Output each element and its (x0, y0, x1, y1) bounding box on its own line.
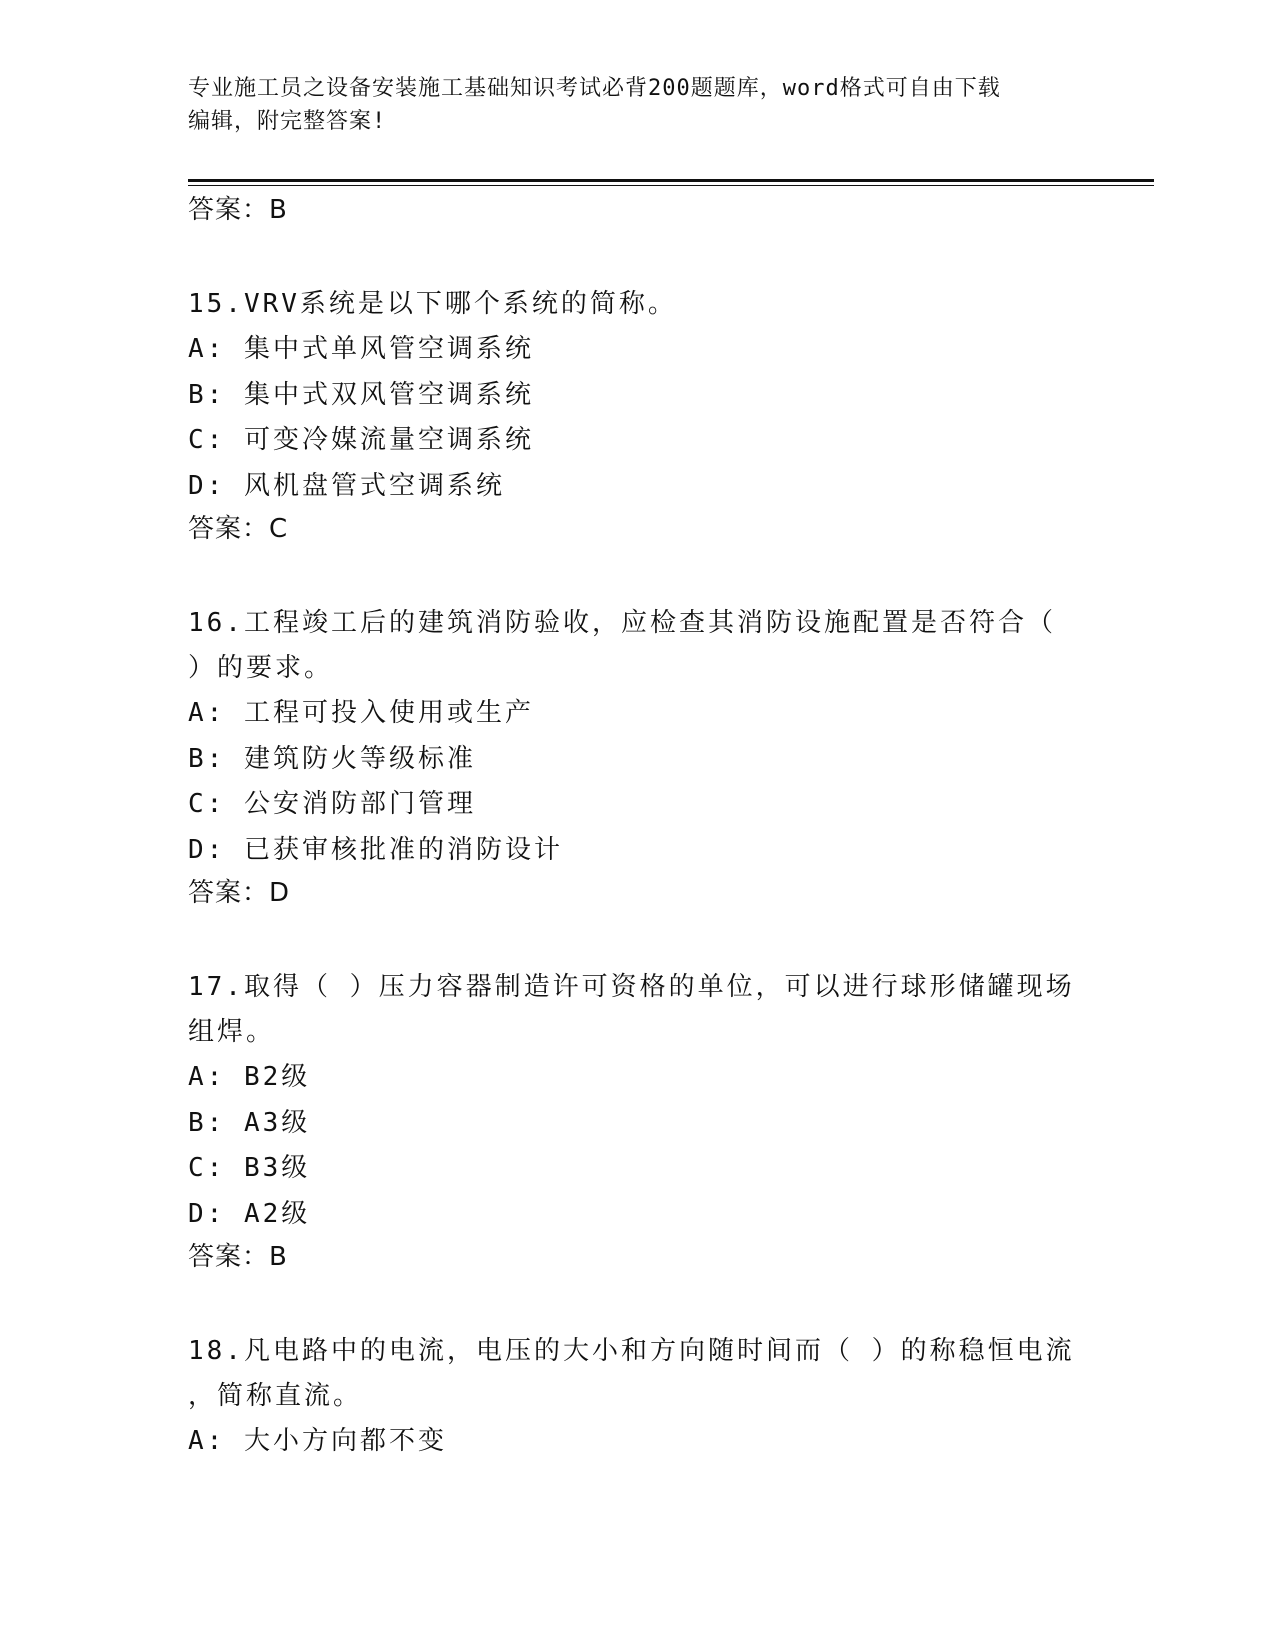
question-18 (188, 1329, 1088, 1465)
question-stem: 17.取得（ ）压力容器制造许可资格的单位，可以进行球形储罐现场 (188, 972, 1075, 1002)
answer-label: 答案：B (188, 195, 288, 225)
option-d: D: A2级 (188, 1198, 311, 1229)
question-16 (188, 601, 1088, 913)
answer-label: 答案：B (188, 1242, 288, 1272)
header-divider-thick (188, 179, 1154, 182)
option-a: A: B2级 (188, 1062, 311, 1092)
header-line-1: 专业施工员之设备安装施工基础知识考试必背200题题库，word格式可自由下载 (188, 76, 1001, 101)
answer-label: 答案：C (188, 514, 289, 544)
question-list (188, 190, 1088, 1465)
header-divider-thin (188, 185, 1154, 186)
header-line-2: 编辑，附完整答案! (188, 109, 387, 134)
question-stem: 18.凡电路中的电流，电压的大小和方向随时间而（ ）的称稳恒电流 (188, 1336, 1075, 1366)
question-stem-continued: ，简称直流。 (188, 1381, 363, 1411)
option-b: B: 建筑防火等级标准 (188, 743, 476, 774)
option-d: D: 风机盘管式空调系统 (188, 470, 505, 501)
document-header (188, 72, 1088, 138)
question-17 (188, 965, 1088, 1277)
option-a: A: 集中式单风管空调系统 (188, 334, 534, 364)
option-a: A: 工程可投入使用或生产 (188, 698, 534, 728)
question-15 (188, 282, 1088, 549)
question-stem: 16.工程竣工后的建筑消防验收，应检查其消防设施配置是否符合（ (188, 608, 1056, 638)
option-b: B: 集中式双风管空调系统 (188, 379, 534, 410)
question-stem-continued: ）的要求。 (188, 653, 334, 683)
option-b: B: A3级 (188, 1107, 311, 1138)
question-stem: 15.VRV系统是以下哪个系统的简称。 (188, 289, 677, 319)
option-c: C: B3级 (188, 1153, 311, 1183)
answer-label: 答案：D (188, 878, 291, 908)
question-stem-continued: 组焊。 (188, 1017, 276, 1047)
option-c: C: 可变冷媒流量空调系统 (188, 425, 534, 455)
option-a: A: 大小方向都不变 (188, 1426, 447, 1456)
option-c: C: 公安消防部门管理 (188, 789, 476, 819)
option-d: D: 已获审核批准的消防设计 (188, 834, 563, 865)
